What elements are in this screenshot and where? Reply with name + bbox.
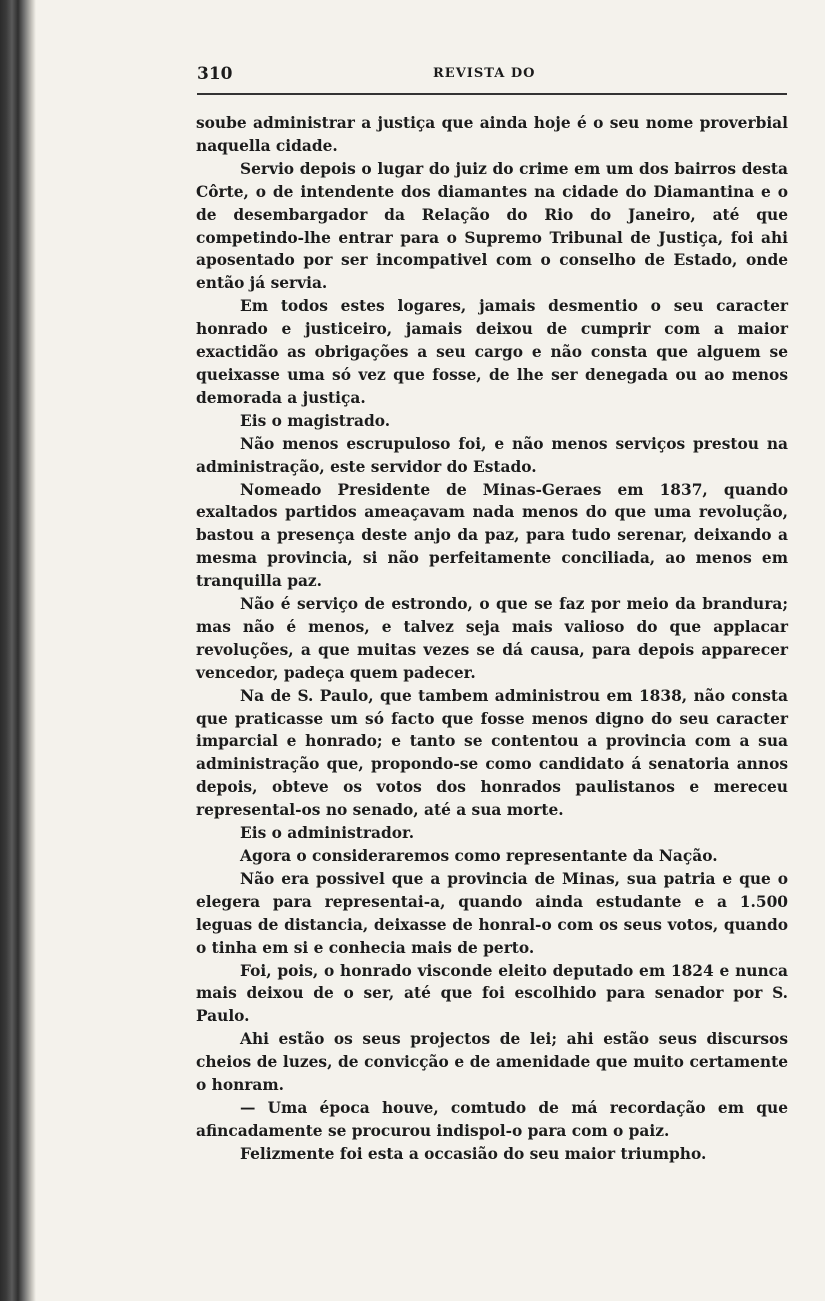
- paragraph: Servio depois o lugar do juiz do crime em um dos bairros desta Côrte, o de intendente dos diamantes na cidade do Diamantina e o de desembargador da Relação do Rio do Janeiro, até que competindo-lhe entrar para o Supremo Tribunal de Justiça, foi ahi aposentado por ser incompativel com o conselho de Estado, onde então já servia.: [196, 159, 788, 293]
- page-header: [197, 64, 787, 88]
- paragraph: Ahi estão os seus projectos de lei; ahi estão seus discursos cheios de luzes, de convicção e de amenidade que muito certamente o honram.: [196, 1030, 788, 1095]
- page-body: [196, 112, 788, 1166]
- paragraph: — Uma época houve, comtudo de má recordação em que afincadamente se procurou indispol-o para com o paiz.: [196, 1098, 788, 1140]
- header-rule: [197, 93, 787, 95]
- page-number: 310: [197, 64, 233, 84]
- paragraph: Na de S. Paulo, que tambem administrou em 1838, não consta que praticasse um só facto que fosse menos digno do seu caracter imparcial e honrado; e tanto se contentou a provincia com a sua administração que, propondo-se como candidato á senatoria annos depois, obteve os votos dos honrados paulistanos e mereceu represental-os no senado, até a sua morte.: [196, 686, 788, 820]
- paragraph: Nomeado Presidente de Minas-Geraes em 1837, quando exaltados partidos ameaçavam nada menos do que uma revolução, bastou a presença deste anjo da paz, para tudo serenar, deixando a mesma provincia, si não perfeitamente conciliada, ao menos em tranquilla paz.: [196, 480, 788, 591]
- paragraph: Em todos estes logares, jamais desmentio o seu caracter honrado e justiceiro, jamais deixou de cumprir com a maior exactidão as obrigações a seu cargo e não consta que alguem se queixasse uma só vez que fosse, de lhe ser denegada ou ao menos demorada a justiça.: [196, 297, 788, 407]
- paragraph: Foi, pois, o honrado visconde eleito deputado em 1824 e nunca mais deixou de o ser, até que foi escolhido para senador por S. Paulo.: [196, 961, 788, 1026]
- book-binding-edge: [0, 0, 36, 1301]
- paragraph: Não menos escrupuloso foi, e não menos serviços prestou na administração, este servidor do Estado.: [196, 434, 788, 476]
- paragraph: Eis o magistrado.: [240, 411, 391, 430]
- paragraph: Eis o administrador.: [240, 824, 415, 843]
- paragraph: Não é serviço de estrondo, o que se faz por meio da brandura; mas não é menos, e talvez seja mais valioso do que applacar revoluções, a que muitas vezes se dá causa, para depois apparecer vencedor, padeça quem padecer.: [196, 595, 788, 682]
- paragraph: Não era possivel que a provincia de Minas, sua patria e que o elegera para representai-a, quando ainda estudante e a 1.500 leguas de distancia, deixasse de honral-o com os seus votos, quando o tinha em si e conhecia mais de perto.: [196, 869, 788, 957]
- paragraph: soube administrar a justiça que ainda hoje é o seu nome proverbial naquella cidade.: [196, 114, 788, 155]
- paragraph: Felizmente foi esta a occasião do seu maior triumpho.: [240, 1144, 707, 1163]
- paragraph: Agora o consideraremos como representante da Nação.: [240, 847, 718, 865]
- running-title: REVISTA DO: [433, 66, 536, 81]
